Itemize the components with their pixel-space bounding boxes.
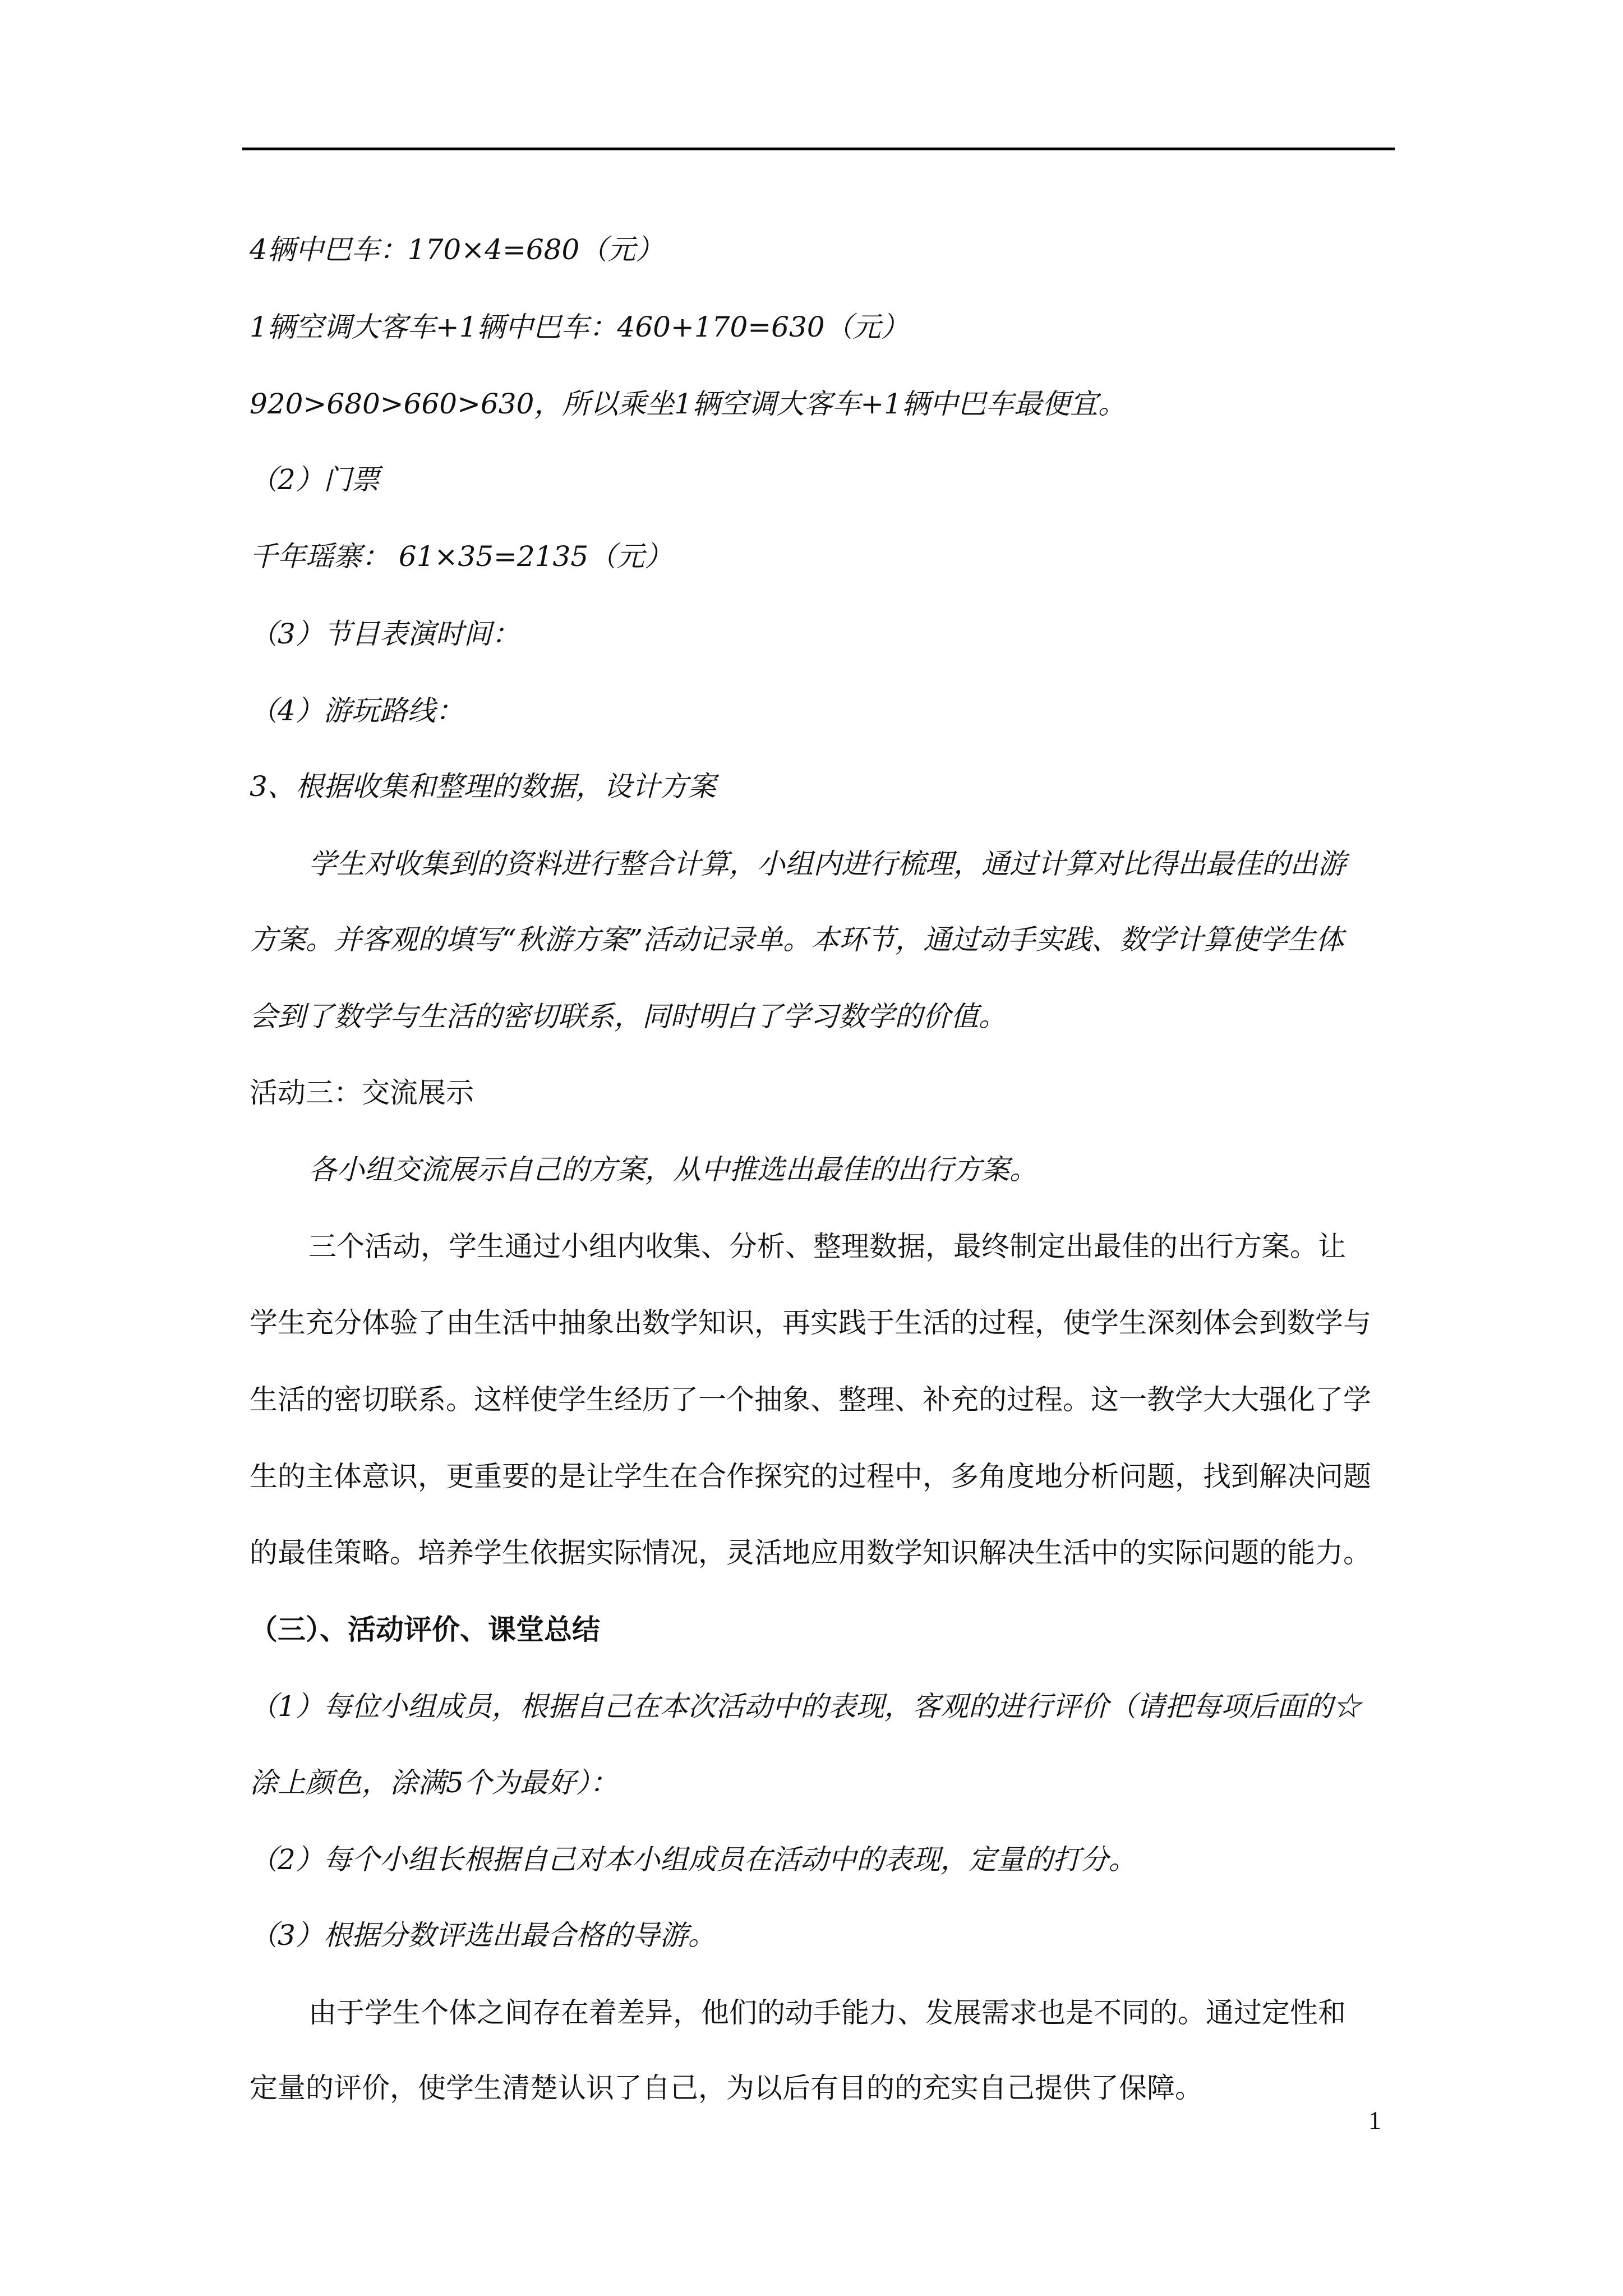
calc-combo: 1辆空调大客车+1辆中巴车：460+170=630（元）: [250, 311, 909, 343]
paragraph-conclusion-line-2: 定量的评价，使学生清楚认识了自己，为以后有目的的充实自己提供了保障。: [250, 2072, 1203, 2104]
paragraph-conclusion-line-1: 由于学生个体之间存在着差异，他们的动手能力、发展需求也是不同的。通过定性和: [308, 1996, 1346, 2029]
calc-tickets: 千年瑶寨： 61×35=2135（元）: [250, 540, 673, 573]
paragraph-summary-line-1: 三个活动，学生通过小组内收集、分析、整理数据，最终制定出最佳的出行方案。让: [308, 1230, 1346, 1263]
section-show-time: （3）节目表演时间：: [250, 618, 520, 650]
paragraph-design-line-2: 方案。并客观的填写“秋游方案”活动记录单。本环节，通过动手实践、数学计算使学生体: [250, 923, 1344, 956]
paragraph-summary-line-2: 学生充分体验了由生活中抽象出数学知识，再实践于生活的过程，使学生深刻体会到数学与: [250, 1306, 1371, 1339]
evaluation-item-2: （2）每个小组长根据自己对本小组成员在活动中的表现，定量的打分。: [250, 1843, 1137, 1876]
paragraph-summary-line-4: 生的主体意识，更重要的是让学生在合作探究的过程中，多角度地分析问题，找到解决问题: [250, 1460, 1371, 1493]
heading-design-plan: 3、根据收集和整理的数据，设计方案: [250, 770, 716, 803]
evaluation-item-1-line-2: 涂上颜色，涂满5个为最好）：: [250, 1766, 618, 1799]
section-tickets: （2）门票: [250, 463, 380, 496]
paragraph-design-line-3: 会到了数学与生活的密切联系，同时明白了学习数学的价值。: [250, 1000, 1007, 1033]
paragraph-summary-line-5: 的最佳策略。培养学生依据实际情况，灵活地应用数学知识解决生活中的实际问题的能力。: [250, 1536, 1371, 1569]
section-route: （4）游玩路线：: [250, 694, 464, 727]
calc-minibus: 4辆中巴车：170×4=680（元）: [250, 233, 664, 266]
paragraph-exchange: 各小组交流展示自己的方案，从中推选出最佳的出行方案。: [308, 1153, 1038, 1186]
paragraph-design-line-1: 学生对收集到的资料进行整合计算，小组内进行梳理，通过计算对比得出最佳的出游: [308, 848, 1346, 880]
page-number: 1: [1368, 2106, 1381, 2134]
evaluation-item-3: （3）根据分数评选出最合格的导游。: [250, 1919, 716, 1952]
evaluation-item-1-line-1: （1）每位小组成员，根据自己在本次活动中的表现，客观的进行评价（请把每项后面的☆: [250, 1690, 1361, 1723]
calc-comparison: 920>680>660>630，所以乘坐1辆空调大客车+1辆中巴车最便宜。: [250, 388, 1126, 420]
header-rule: [242, 148, 1395, 150]
heading-evaluation: （三）、活动评价、课堂总结: [250, 1613, 600, 1646]
heading-activity-three: 活动三：交流展示: [250, 1076, 474, 1109]
paragraph-summary-line-3: 生活的密切联系。这样使学生经历了一个抽象、整理、补充的过程。这一教学大大强化了学: [250, 1383, 1371, 1416]
